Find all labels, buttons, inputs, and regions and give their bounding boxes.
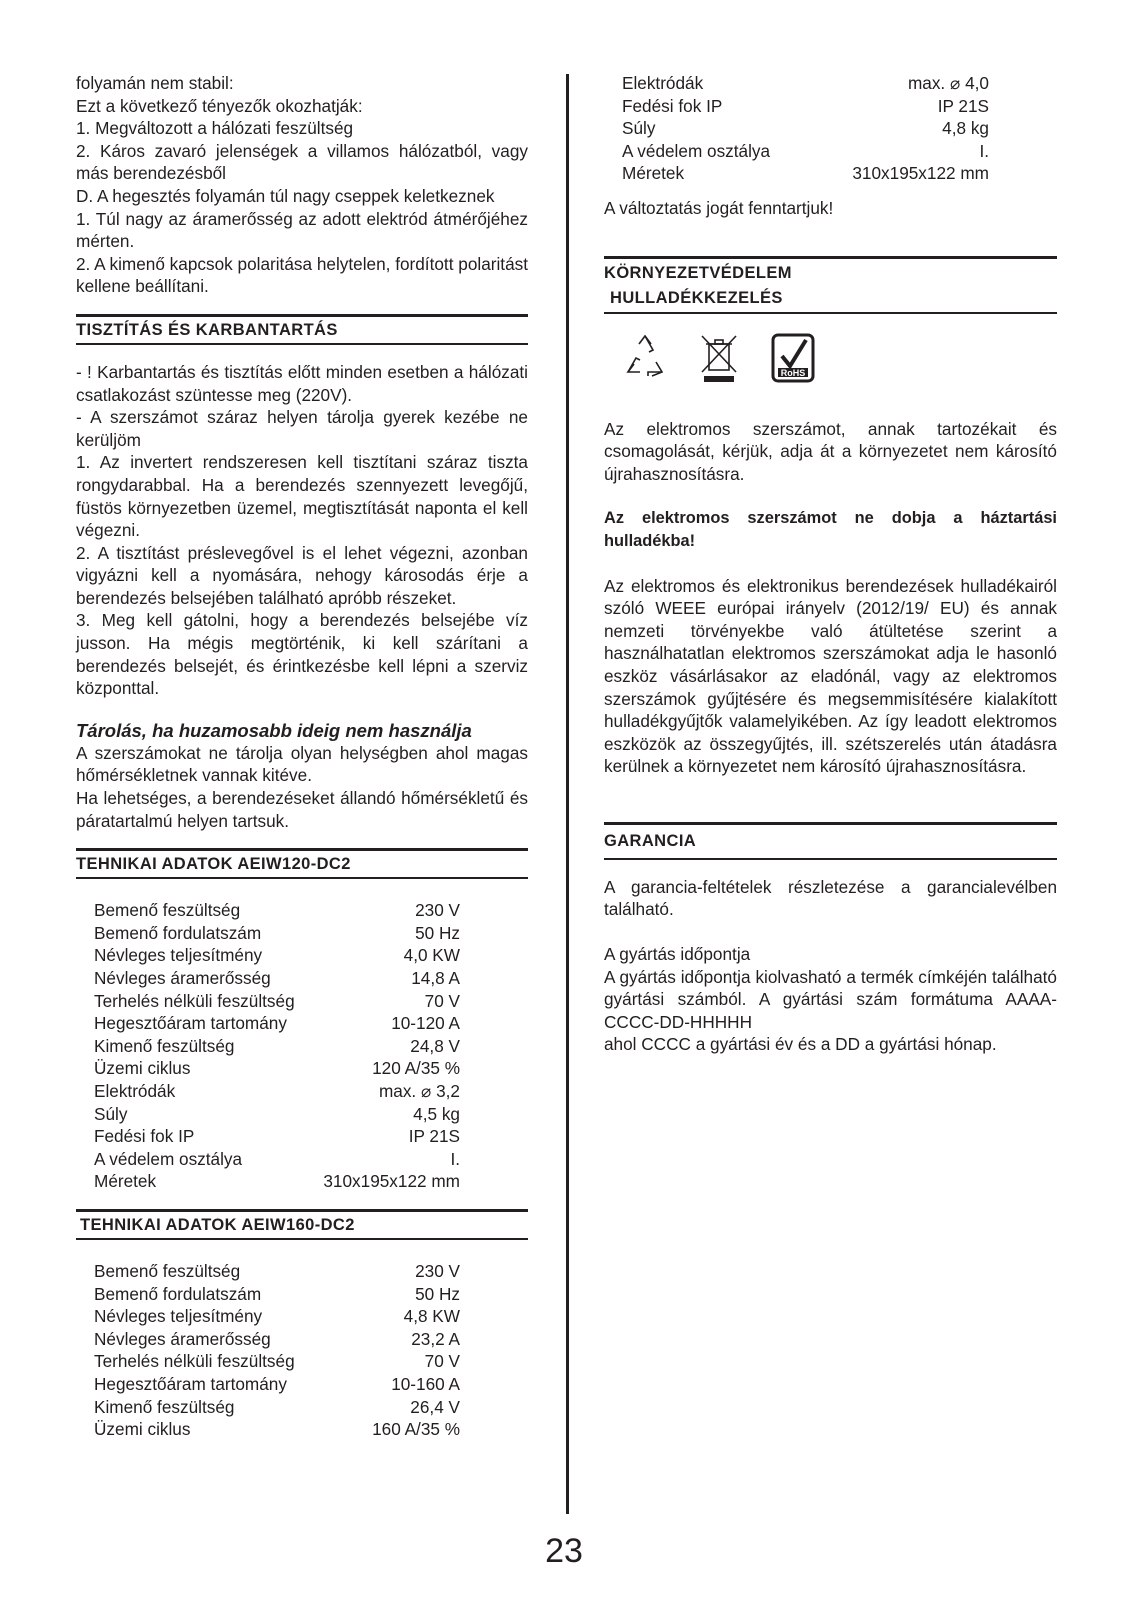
tech1-table-wrap [94, 899, 460, 1193]
spec-value: 10-160 A [391, 1373, 460, 1394]
spec-value: 230 V [415, 1260, 460, 1281]
spec-row [94, 1148, 460, 1171]
spec-value: 4,8 kg [942, 118, 989, 139]
spec-label: Névleges áramerősség [94, 968, 271, 988]
left-column [76, 72, 528, 1441]
spec-label: Terhelés nélküli feszültség [94, 990, 295, 1011]
production-title: A gyártás időpontja [604, 944, 751, 965]
cleaning-paragraph: 1. Az invertert rendszeresen kell tisztítani száraz tiszta rongydarabbal. Ha a berendezés szennyezett levegőjű, füstös környezetben üzemel, megtisztítását naponta el kell végezni. [76, 452, 528, 541]
spec-row [94, 967, 460, 990]
spec-value: 26,4 V [410, 1396, 460, 1417]
spec-row [94, 922, 460, 945]
spec-value: I. [979, 140, 989, 161]
tech1-table [94, 899, 460, 1193]
intro-paragraph: 2. Káros zavaró jelenségek a villamos hálózatból, vagy más berendezésből [76, 140, 528, 184]
spec-value: 24,8 V [410, 1035, 460, 1056]
spec-value: 50 Hz [415, 922, 460, 943]
spec-row [94, 1373, 460, 1396]
spec-value: 120 A/35 % [372, 1058, 460, 1079]
spec-row [94, 1328, 460, 1351]
spec-value: 4,0 KW [403, 945, 460, 966]
spec-label: Méretek [622, 163, 685, 184]
spec-row [94, 944, 460, 967]
spec-label: Bemenő feszültség [94, 1260, 241, 1281]
spec-value: 70 V [424, 990, 460, 1011]
storage-heading: Tárolás, ha huzamosabb ideig nem használja [76, 719, 472, 741]
spec-row [622, 162, 989, 185]
spec-label: Névleges teljesítmény [94, 1306, 263, 1327]
spec-row [94, 1125, 460, 1148]
spec-row [94, 990, 460, 1013]
spec-label: A védelem osztálya [94, 1148, 243, 1169]
tech2-heading: TEHNIKAI ADATOK AEIW160-DC2 [76, 1209, 528, 1240]
spec-value: 50 Hz [415, 1283, 460, 1304]
spec-value: 70 V [424, 1351, 460, 1372]
cleaning-paragraph: 3. Meg kell gátolni, hogy a berendezés belsejébe víz jusson. Ha mégis megtörténik, ki kell szárítani a berendezés belsejét, és érintkezésbe kell lépni a szerviz központtal. [76, 610, 528, 699]
intro-paragraph: 1. Túl nagy az áramerősség az adott elektród átmérőjéhez mérten. [76, 208, 528, 252]
page-number: 23 [545, 1532, 583, 1570]
spec-label: Fedési fok IP [622, 95, 723, 116]
spec-value: 4,5 kg [413, 1103, 460, 1124]
spec-value: 310x195x122 mm [323, 1171, 460, 1192]
spec-row [622, 95, 989, 118]
tech2-table-wrap [94, 1260, 460, 1441]
env-warning: Az elektromos szerszámot ne dobja a háztartási hulladékba! [604, 509, 1057, 550]
spec-label: Hegesztőáram tartomány [94, 1013, 287, 1034]
spec-label: Méretek [94, 1171, 157, 1192]
spec-row [94, 1305, 460, 1328]
spec-row [622, 72, 989, 95]
cleaning-heading: TISZTÍTÁS ÉS KARBANTARTÁS [76, 314, 528, 345]
storage-paragraph: Ha lehetséges, a berendezéseket állandó hőmérsékletű és páratartalmú helyen tartsuk. [76, 788, 528, 831]
spec-label: Bemenő feszültség [94, 900, 241, 921]
spec-row [622, 140, 989, 163]
spec-label: Súly [94, 1103, 128, 1124]
spec-row [94, 1396, 460, 1419]
spec-label: Bemenő fordulatszám [94, 922, 262, 943]
intro-paragraph: D. A hegesztés folyamán túl nagy cseppek keletkeznek [76, 185, 495, 206]
spec-value: IP 21S [937, 95, 989, 116]
spec-row [94, 899, 460, 922]
spec-row [94, 1350, 460, 1373]
storage-section [76, 742, 528, 832]
spec-row [94, 1170, 460, 1193]
spec-value: 10-120 A [391, 1013, 460, 1034]
spec-label: Üzemi ciklus [94, 1419, 191, 1440]
spec-label: Súly [622, 118, 656, 139]
reserve-note: A változtatás jogát fenntartjuk! [604, 197, 834, 218]
spec-row [94, 1418, 460, 1441]
spec-label: Terhelés nélküli feszültség [94, 1351, 295, 1372]
intro-line: Ezt a következő tényezők okozhatják: [76, 95, 363, 116]
cleaning-section [76, 361, 528, 700]
intro-line: folyamán nem stabil: [76, 73, 234, 93]
spec-value: 230 V [415, 900, 460, 921]
spec-value: 160 A/35 % [372, 1419, 460, 1440]
spec-label: Hegesztőáram tartomány [94, 1373, 287, 1394]
spec-row [94, 1260, 460, 1283]
tech2-cont-table [622, 72, 989, 185]
spec-row [94, 1283, 460, 1306]
spec-label: Kimenő feszültség [94, 1035, 235, 1056]
cleaning-paragraph: - A szerszámot száraz helyen tárolja gyerek kezébe ne kerüljöm [76, 407, 528, 450]
warranty-heading: GARANCIA [604, 822, 1057, 860]
intro-line: 1. Megváltozott a hálózati feszültség [76, 118, 354, 139]
warranty-paragraph: A garancia-feltételek részletezése a garancialevélben található. [604, 876, 1057, 920]
spec-value: IP 21S [408, 1126, 460, 1147]
tech2-cont-wrap [622, 72, 989, 185]
spec-value: 310x195x122 mm [852, 163, 989, 184]
cleaning-paragraph: - ! Karbantartás és tisztítás előtt minden esetben a hálózati csatlakozást szüntesse meg (220V). [76, 361, 528, 405]
rohs-icon [770, 332, 816, 384]
intro-paragraph: 2. A kimenő kapcsok polaritása helytelen, fordított polaritást kellene beállítani. [76, 253, 528, 297]
env-heading [604, 256, 1057, 314]
env-heading-line: KÖRNYEZETVÉDELEM [604, 263, 792, 282]
env-icons [604, 332, 1057, 384]
spec-value: I. [450, 1148, 460, 1169]
spec-row [94, 1057, 460, 1080]
spec-row [94, 1103, 460, 1126]
spec-label: Névleges áramerősség [94, 1328, 271, 1349]
spec-row [94, 1012, 460, 1035]
tech1-heading: TEHNIKAI ADATOK AEIW120-DC2 [76, 848, 528, 879]
spec-label: Fedési fok IP [94, 1126, 195, 1147]
spec-label: Kimenő feszültség [94, 1396, 235, 1417]
spec-label: Elektródák [622, 73, 704, 93]
cleaning-paragraph: 2. A tisztítást préslevegővel is el lehet végezni, azonban vigyázni kell a nyomására, nehogy károsodás érje a berendezés belsejében található apróbb részeket. [76, 542, 528, 608]
spec-row [94, 1035, 460, 1058]
crossed-bin-icon [696, 332, 742, 384]
spec-value: max. ⌀ 4,0 [907, 73, 989, 93]
spec-row [622, 117, 989, 140]
right-column [604, 72, 1057, 1056]
production-note: ahol CCCC a gyártási év és a DD a gyártási hónap. [604, 1034, 997, 1055]
spec-value: 4,8 KW [403, 1306, 460, 1327]
spec-label: Üzemi ciklus [94, 1058, 191, 1079]
spec-label: Bemenő fordulatszám [94, 1283, 262, 1304]
rohs-label: RoHS [780, 367, 806, 378]
spec-label: Névleges teljesítmény [94, 945, 263, 966]
env-heading-line: HULLADÉKKEZELÉS [610, 288, 783, 307]
spec-label: A védelem osztálya [622, 140, 771, 161]
storage-paragraph: A szerszámokat ne tárolja olyan helységben ahol magas hőmérsékletnek vannak kitéve. [76, 742, 528, 786]
spec-value: 14,8 A [411, 968, 460, 988]
production-paragraph: A gyártás időpontja kiolvasható a termék címkéjén található gyártási számból. A gyártási szám formátuma AAAA-CCCC-DD-HHHHH [604, 966, 1057, 1032]
spec-value: max. ⌀ 3,2 [378, 1080, 460, 1101]
spec-row [94, 1080, 460, 1103]
spec-value: 23,2 A [411, 1328, 460, 1349]
recycle-icon [622, 332, 668, 384]
env-paragraph-weee: Az elektromos és elektronikus berendezések hulladékairól szóló WEEE európai irányelv (2012/19/ EU) és annak nemzeti törvényekbe való átültetése szerint a használhatatlan elektromos szerszámokat adja le hasonló eszköz vásárlásakor az eladónál, vagy az elektromos szerszámok gyűjtésére és megsemmisítésére kialakított hulladékgyűjtők valamelyikében. Az így leadott elektromos eszközök az összegyűjtés, ill. szétszerelés után átadásra kerülnek a környezetet nem károsító újrahasznosításra. [604, 575, 1057, 777]
env-paragraph: Az elektromos szerszámot, annak tartozékait és csomagolását, kérjük, adja át a környezetet nem károsító újrahasznosításra. [604, 418, 1057, 484]
tech2-table [94, 1260, 460, 1441]
spec-label: Elektródák [94, 1080, 176, 1101]
column-divider [566, 74, 569, 1514]
intro-text [76, 72, 528, 298]
